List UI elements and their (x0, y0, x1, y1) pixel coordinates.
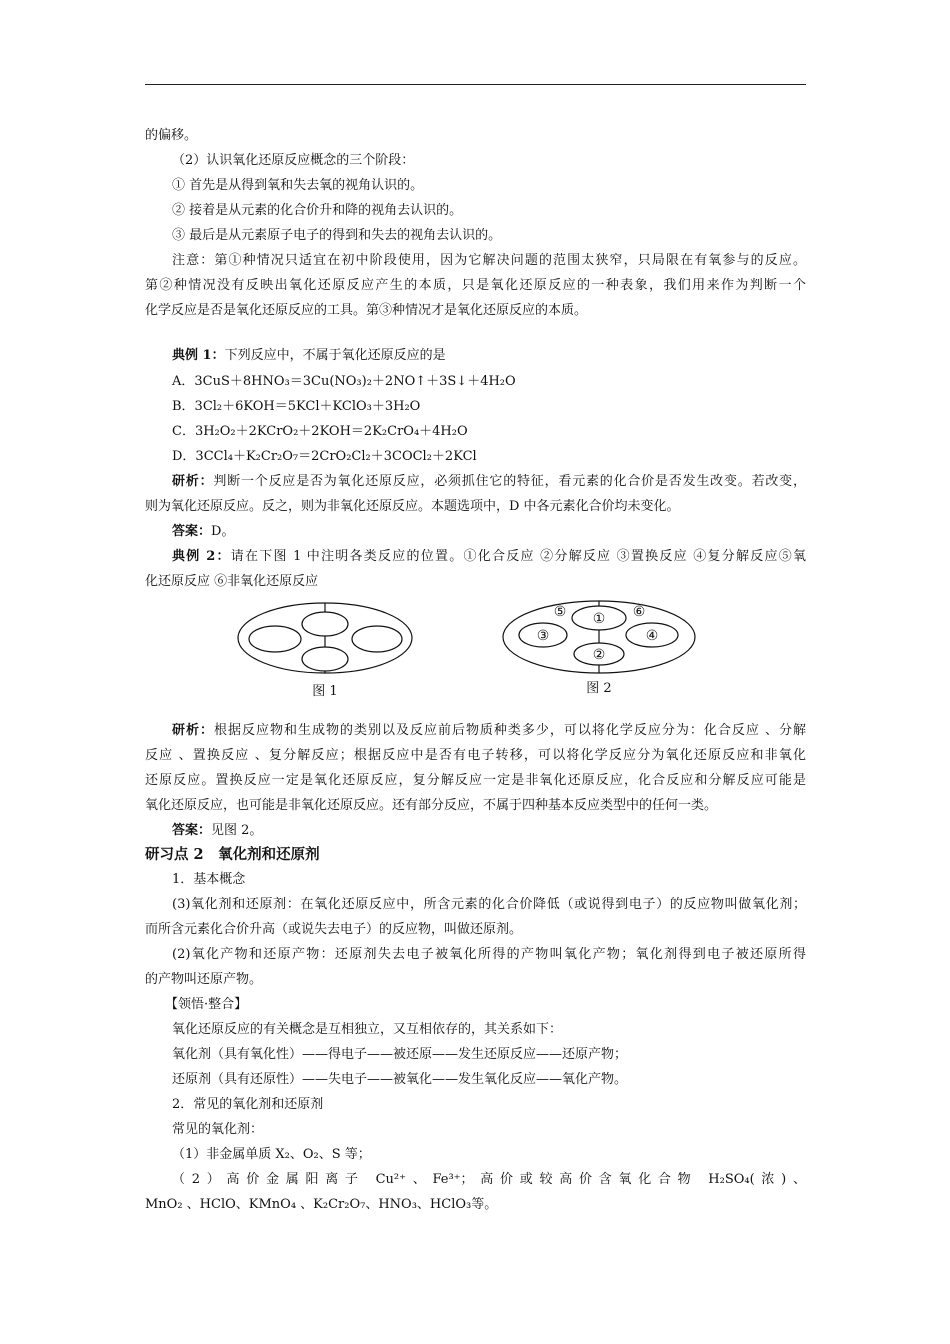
relation-intro: 氧化还原反应的有关概念是互相独立，又互相依存的，其关系如下： (172, 1022, 563, 1037)
reaction-diagrams (235, 600, 705, 705)
section-2-title: 研习点 2 氧化剂和还原剂 (145, 846, 320, 863)
paragraph-continuation: 的偏移。 (145, 128, 198, 143)
fig2-label-3: ③ (536, 628, 550, 644)
example-1-analysis-line-2: 则为氧化还原反应。反之，则为非氧化还原反应。本题选项中，D 中各元素化合价均未变化。 (145, 499, 680, 514)
example-1-label: 典例 1： (172, 348, 225, 363)
basic-concepts-heading: 1．基本概念 (172, 872, 246, 887)
option-b: B．3Cl₂＋6KOH＝5KCl＋KClO₃＋3H₂O (172, 399, 421, 414)
oxidant-item-1: （1）非金属单质 X₂、O₂、S 等； (172, 1147, 371, 1162)
stage-item-2: ② 接着是从元素的化合价升和降的视角去认识的。 (172, 203, 463, 218)
fig2-label-1: ① (592, 611, 606, 627)
relation-reductant: 还原剂（具有还原性）——失电子——被氧化——发生氧化反应——氧化产物。 (172, 1072, 628, 1087)
fig2-label-5: ⑤ (553, 604, 567, 620)
definition-1-line-1: (3)氧化剂和还原剂：在氧化还原反应中，所含元素的化合价降低（或说得到电子）的反应物叫做氧化剂； (172, 897, 806, 912)
example-2-answer: 答案：见图 2。 (172, 823, 263, 838)
common-agents-heading: 2．常见的氧化剂和还原剂 (172, 1097, 324, 1112)
insight-heading: 【领悟·整合】 (165, 997, 248, 1012)
figure-2-caption: 图 2 (586, 681, 612, 696)
answer-label-2: 答案： (172, 823, 212, 838)
option-d: D．3CCl₄＋K₂Cr₂O₇＝2CrO₂Cl₂＋3COCl₂＋2KCl (172, 449, 477, 464)
example-2-analysis-line-3: 还原反应。置换反应一定是氧化还原反应，复分解反应一定是非氧化还原反应，化合反应和分解反应可能是 (145, 773, 806, 788)
stage-item-3: ③ 最后是从元素原子电子的得到和失去的视角去认识的。 (172, 228, 502, 243)
fig2-label-6: ⑥ (632, 604, 646, 620)
oxidant-item-2-line-1: （2）高价金属阳离子 Cu²⁺、Fe³⁺；高价或较高价含氧化合物 H₂SO₄(浓)、 (172, 1172, 806, 1187)
option-a: A．3CuS＋8HNO₃＝3Cu(NO₃)₂＋2NO↑＋3S↓＋4H₂O (172, 374, 516, 389)
definition-1-line-2: 而所含元素化合价升高（或说失去电子）的反应物，叫做还原剂。 (145, 922, 523, 937)
figure-1 (238, 603, 412, 699)
header-rule (145, 84, 806, 85)
figure-1-caption: 图 1 (312, 684, 338, 699)
definition-2-line-2: 的产物叫还原产物。 (145, 972, 263, 987)
fig2-label-4: ④ (645, 628, 659, 644)
analysis-label-2: 研析： (172, 723, 214, 738)
fig1-ellipse-right (352, 626, 402, 652)
example-2-analysis-line-1: 研析：根据反应物和生成物的类别以及反应前后物质种类多少，可以将化学反应分为：化合反应 、分解 (172, 723, 806, 738)
example-1-question (172, 348, 446, 364)
note-line-1: 注意：第①种情况只适宜在初中阶段使用，因为它解决问题的范围太狭窄，只局限在有氧参与的反应。 (172, 253, 806, 268)
fig1-ellipse-left (249, 626, 301, 652)
example-2-analysis-line-4: 氧化还原反应，也可能是非氧化还原反应。还有部分反应，不属于四种基本反应类型中的任何一类。 (145, 798, 718, 813)
example-2-analysis-line-2: 反应 、置换反应 、复分解反应；根据反应中是否有电子转移，可以将化学反应分为氧化还原反应和非氧化 (145, 748, 806, 763)
analysis-label: 研析： (172, 474, 214, 489)
answer-label: 答案： (172, 524, 212, 539)
option-c: C．3H₂O₂＋2KCrO₂＋2KOH＝2K₂CrO₄＋4H₂O (172, 424, 468, 439)
definition-2-line-1: (2)氧化产物和还原产物：还原剂失去电子被氧化所得的产物叫氧化产物；氧化剂得到电子被还原所得 (172, 947, 806, 962)
example-2-label: 典例 2： (172, 549, 231, 564)
relation-oxidant: 氧化剂（具有氧化性）——得电子——被还原——发生还原反应——还原产物； (172, 1047, 628, 1062)
common-oxidants-label: 常见的氧化剂： (172, 1122, 264, 1137)
oxidant-item-2-line-2: MnO₂ 、HClO、KMnO₄ 、K₂Cr₂O₇、HNO₃、HClO₃等。 (145, 1197, 498, 1212)
example-2-question: 典例 2：请在下图 1 中注明各类反应的位置。①化合反应 ②分解反应 ③置换反应 ④复分解反应⑤氧 (172, 549, 806, 564)
fig2-label-2: ② (592, 647, 606, 663)
example-1-answer: 答案：D。 (172, 524, 235, 539)
note-line-2: 第②种情况没有反映出氧化还原反应产生的本质，只是氧化还原反应的一种表象，我们用来作为判断一个 (145, 278, 806, 293)
fig1-ellipse-top (302, 612, 348, 636)
stages-heading: （2）认识氧化还原反应概念的三个阶段： (172, 153, 415, 168)
example-1-text: 下列反应中，不属于氧化还原反应的是 (224, 348, 446, 363)
figure-2 (503, 601, 695, 696)
stage-item-1: ① 首先是从得到氧和失去氧的视角认识的。 (172, 178, 424, 193)
note-line-3: 化学反应是否是氧化还原反应的工具。第③种情况才是氧化还原反应的本质。 (145, 303, 588, 318)
fig1-ellipse-bottom (302, 647, 348, 671)
example-1-analysis-line-1: 研析：判断一个反应是否为氧化还原反应，必须抓住它的特征，看元素的化合价是否发生改变。若改变， (172, 474, 806, 489)
example-2-question-cont: 化还原反应 ⑥非氧化还原反应 (145, 574, 319, 589)
